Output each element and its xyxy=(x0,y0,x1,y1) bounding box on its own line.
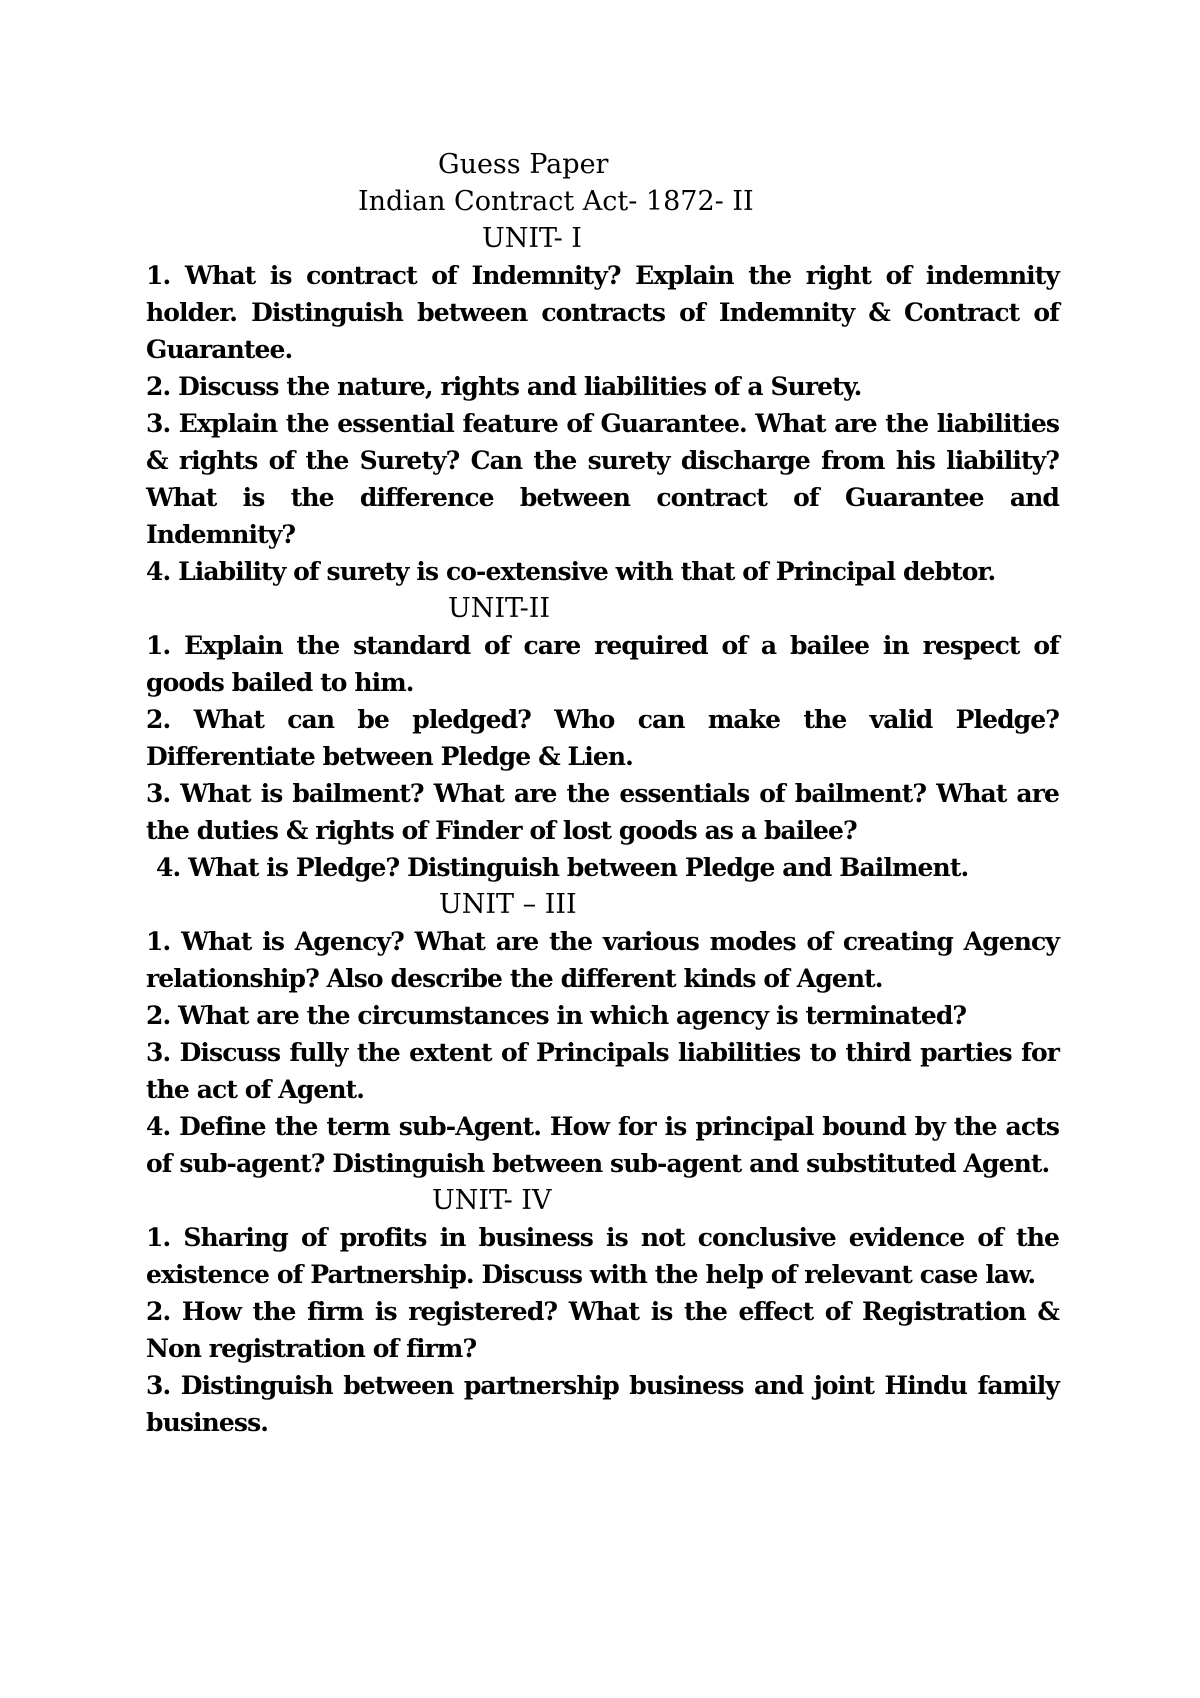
unit-2-question-3: 3. What is bailment? What are the essentials of bailment? What are the duties & rights of Finder of lost goods as a bailee? xyxy=(146,779,1059,845)
unit-2-heading: UNIT-II xyxy=(448,593,551,624)
unit-1-question-3: 3. Explain the essential feature of Guarantee. What are the liabilities & rights of the Surety? Can the surety discharge from his liability? What is the difference between contract of Guarantee and Indemnity? xyxy=(146,409,1059,549)
question-list xyxy=(146,257,1059,1441)
unit-3-heading: UNIT – III xyxy=(439,889,577,920)
unit-1-heading: UNIT- I xyxy=(482,223,582,254)
unit-2-question-2: 2. What can be pledged? Who can make the valid Pledge? Differentiate between Pledge & Lien. xyxy=(146,705,1059,771)
unit-4-heading: UNIT- IV xyxy=(432,1185,552,1216)
unit-3-question-2: 2. What are the circumstances in which agency is terminated? xyxy=(146,1001,967,1030)
unit-3-question-1: 1. What is Agency? What are the various modes of creating Agency relationship? Also describe the different kinds of Agent. xyxy=(146,927,1059,993)
unit-1-question-2: 2. Discuss the nature, rights and liabilities of a Surety. xyxy=(146,372,862,401)
unit-4-question-1: 1. Sharing of profits in business is not conclusive evidence of the existence of Partnership. Discuss with the help of relevant case law. xyxy=(146,1223,1059,1289)
unit-4-question-2: 2. How the firm is registered? What is the effect of Registration & Non registration of firm? xyxy=(146,1297,1059,1363)
unit-4-question-3: 3. Distinguish between partnership business and joint Hindu family business. xyxy=(146,1371,1059,1437)
unit-2-question-1: 1. Explain the standard of care required of a bailee in respect of goods bailed to him. xyxy=(146,631,1059,697)
unit-1-question-4: 4. Liability of surety is co-extensive with that of Principal debtor. xyxy=(146,557,996,586)
document-subtitle: Indian Contract Act- 1872- II xyxy=(358,186,754,217)
unit-1-question-1: 1. What is contract of Indemnity? Explain the right of indemnity holder. Distinguish between contracts of Indemnity & Contract of Guarantee. xyxy=(146,261,1059,364)
unit-3-question-3: 3. Discuss fully the extent of Principals liabilities to third parties for the act of Agent. xyxy=(146,1038,1059,1104)
unit-2-question-4: 4. What is Pledge? Distinguish between Pledge and Bailment. xyxy=(156,853,969,882)
unit-3-question-4: 4. Define the term sub-Agent. How for is principal bound by the acts of sub-agent? Distinguish between sub-agent and substituted Agent. xyxy=(146,1112,1059,1178)
document-title: Guess Paper xyxy=(438,149,609,180)
